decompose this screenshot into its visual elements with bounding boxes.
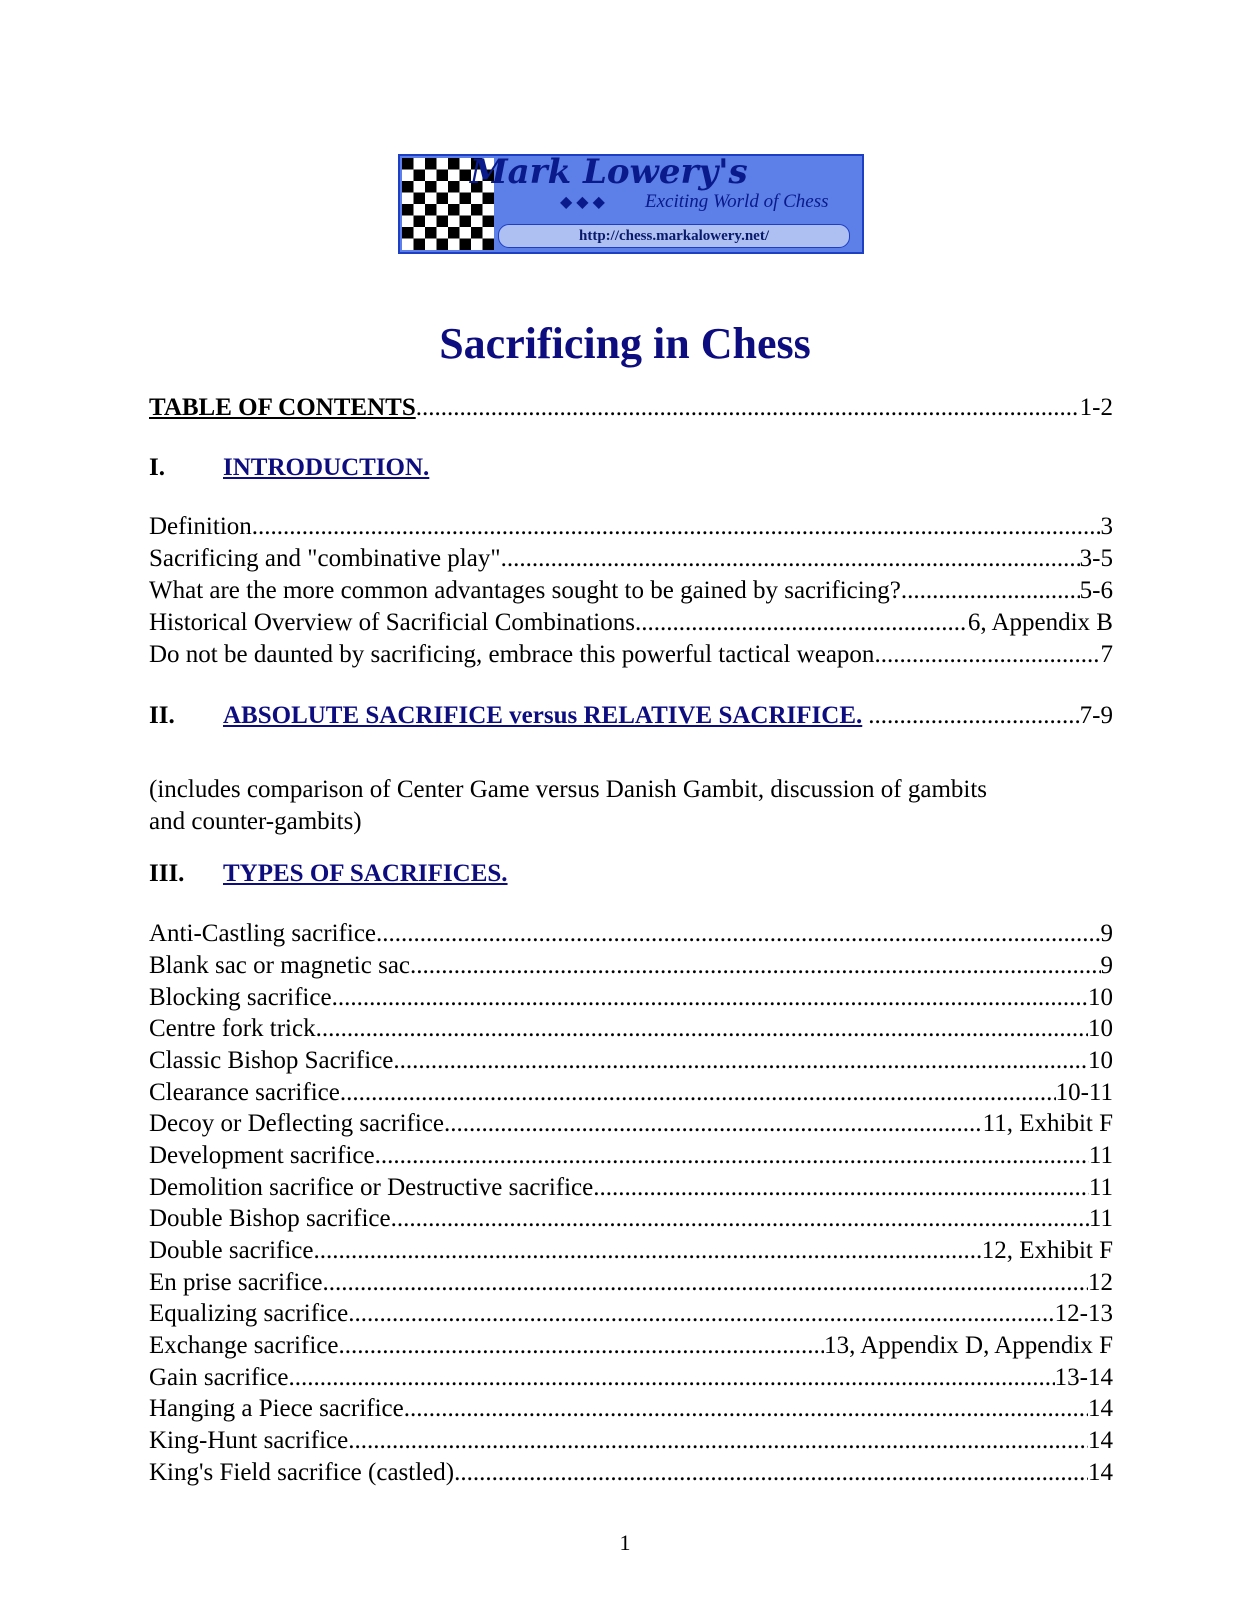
leader-dots (635, 607, 968, 639)
section-heading (149, 700, 1113, 732)
toc-entry-label: Double Bishop sacrifice (149, 1205, 391, 1232)
leader-dots (501, 543, 1080, 575)
leader-dots (338, 1330, 824, 1362)
toc-entry (149, 1393, 1113, 1425)
toc-entry-label: Double sacrifice (149, 1237, 314, 1264)
toc-entry-page: 13, Appendix D, Appendix F (824, 1332, 1113, 1359)
toc-entry (149, 950, 1113, 982)
toc-entry (149, 575, 1113, 607)
toc-entry-label: Historical Overview of Sacrificial Combinations (149, 609, 635, 636)
leader-dots (393, 1045, 1088, 1077)
toc-heading-page: 1-2 (1079, 394, 1113, 421)
toc-entry-page: 3 (1100, 513, 1113, 540)
leader-dots (444, 1108, 983, 1140)
toc-entry-label: King's Field sacrifice (castled) (149, 1459, 455, 1486)
toc-entry-page: 13-14 (1054, 1364, 1113, 1391)
toc-entry-label: Centre fork trick (149, 1015, 316, 1042)
leader-dots (874, 639, 1100, 671)
leader-dots (901, 575, 1080, 607)
toc-entry-label: Demolition sacrifice or Destructive sacrifice (149, 1174, 594, 1201)
toc-entry-label: Hanging a Piece sacrifice (149, 1395, 404, 1422)
toc-entry-label: En prise sacrifice (149, 1269, 323, 1296)
toc-entry-label: Definition (149, 513, 252, 540)
toc-heading-label: TABLE OF CONTENTS (149, 394, 416, 421)
toc-entry-page: 10 (1088, 1015, 1113, 1042)
page-number: 1 (619, 1530, 631, 1555)
leader-dots (862, 700, 1079, 732)
section-link-types-of-sacrifices[interactable]: TYPES OF SACRIFICES. (223, 860, 508, 887)
leader-dots (454, 1457, 1088, 1489)
toc-entry-page: 5-6 (1079, 577, 1113, 604)
toc-entry (149, 1172, 1113, 1204)
toc-entry (149, 1013, 1113, 1045)
leader-dots (323, 1267, 1088, 1299)
toc-entry-page: 12, Exhibit F (981, 1237, 1113, 1264)
toc-entry (149, 1108, 1113, 1140)
toc-entry-page: 14 (1088, 1459, 1113, 1486)
site-logo-banner (398, 154, 864, 254)
toc-entry (149, 511, 1113, 543)
toc-entry-label: Decoy or Deflecting sacrifice (149, 1110, 444, 1137)
toc-entry-label: What are the more common advantages sought to be gained by sacrificing? (149, 577, 901, 604)
leader-dots (375, 1140, 1089, 1172)
toc-entry (149, 1330, 1113, 1362)
toc-entry-page: 10-11 (1055, 1079, 1113, 1106)
leader-dots (416, 392, 1080, 424)
leader-dots (340, 1077, 1056, 1109)
toc-entry-page: 3-5 (1079, 545, 1113, 572)
toc-entry (149, 1298, 1113, 1330)
toc-entry-label: Equalizing sacrifice (149, 1300, 349, 1327)
logo-tagline: Exciting World of Chess (645, 191, 829, 212)
toc-entry (149, 1425, 1113, 1457)
toc-entry-label: Anti-Castling sacrifice (149, 920, 377, 947)
section-page: 7-9 (1079, 702, 1113, 729)
toc-entry-page: 6, Appendix B (967, 609, 1113, 636)
leader-dots (376, 918, 1100, 950)
toc-entry-page: 11 (1088, 1205, 1113, 1232)
leader-dots (289, 1362, 1055, 1394)
toc-entry-page: 11, Exhibit F (982, 1110, 1113, 1137)
toc-entry-page: 10 (1088, 1047, 1113, 1074)
section-link-absolute-vs-relative[interactable]: ABSOLUTE SACRIFICE versus RELATIVE SACRIFICE. (223, 702, 863, 729)
toc-entry (149, 543, 1113, 575)
toc-entry (149, 1140, 1113, 1172)
toc-entry-label: Exchange sacrifice (149, 1332, 339, 1359)
toc-entry (149, 1077, 1113, 1109)
toc-entry (149, 1235, 1113, 1267)
toc-entry (149, 918, 1113, 950)
toc-entry-page: 11 (1088, 1142, 1113, 1169)
toc-entry-page: 9 (1100, 920, 1113, 947)
toc-entry-label: Gain sacrifice (149, 1364, 289, 1391)
section-link-introduction[interactable]: INTRODUCTION. (223, 454, 430, 481)
toc-entry-label: Sacrificing and "combinative play" (149, 545, 501, 572)
page-title: Sacrificing in Chess (439, 319, 811, 368)
toc-entry-page: 12-13 (1054, 1300, 1113, 1327)
toc-entry-page: 10 (1088, 984, 1113, 1011)
toc-entry (149, 639, 1113, 671)
toc-entry-page: 14 (1088, 1395, 1113, 1422)
toc-entry-label: Clearance sacrifice (149, 1079, 340, 1106)
leader-dots (391, 1203, 1089, 1235)
logo-url[interactable]: http://chess.markalowery.net/ (498, 224, 850, 248)
section-number: II. (149, 702, 175, 729)
toc-entry-label: Do not be daunted by sacrificing, embrace this powerful tactical weapon (149, 641, 875, 668)
leader-dots (348, 1298, 1054, 1330)
leader-dots (314, 1235, 982, 1267)
toc-entry-page: 9 (1100, 952, 1113, 979)
logo-script-text: Mark Lowery's (470, 154, 748, 192)
toc-entry-label: Blank sac or magnetic sac (149, 952, 411, 979)
toc-entry (149, 1203, 1113, 1235)
leader-dots (252, 511, 1101, 543)
toc-entry-label: King-Hunt sacrifice (149, 1427, 349, 1454)
toc-entry-page: 11 (1088, 1174, 1113, 1201)
section-number: I. (149, 454, 165, 481)
toc-entry-page: 7 (1100, 641, 1113, 668)
toc-entry-label: Classic Bishop Sacrifice (149, 1047, 394, 1074)
toc-entry-label: Blocking sacrifice (149, 984, 332, 1011)
toc-entry-page: 14 (1088, 1427, 1113, 1454)
leader-dots (404, 1393, 1088, 1425)
toc-entry (149, 1362, 1113, 1394)
section-note: (includes comparison of Center Game versus Danish Gambit, discussion of gambits and counter-gambits) (149, 776, 988, 835)
section-number: III. (149, 860, 185, 887)
leader-dots (410, 950, 1100, 982)
toc-entry (149, 1267, 1113, 1299)
toc-entry (149, 982, 1113, 1014)
toc-entry (149, 1045, 1113, 1077)
toc-entry (149, 1457, 1113, 1489)
leader-dots (593, 1172, 1089, 1204)
leader-dots (332, 982, 1088, 1014)
toc-entry-page: 12 (1088, 1269, 1113, 1296)
toc-heading-row (149, 392, 1113, 424)
toc-entry-label: Development sacrifice (149, 1142, 375, 1169)
leader-dots (348, 1425, 1088, 1457)
diamond-icons: ◆◆◆ (560, 194, 609, 211)
toc-entry (149, 607, 1113, 639)
leader-dots (316, 1013, 1088, 1045)
